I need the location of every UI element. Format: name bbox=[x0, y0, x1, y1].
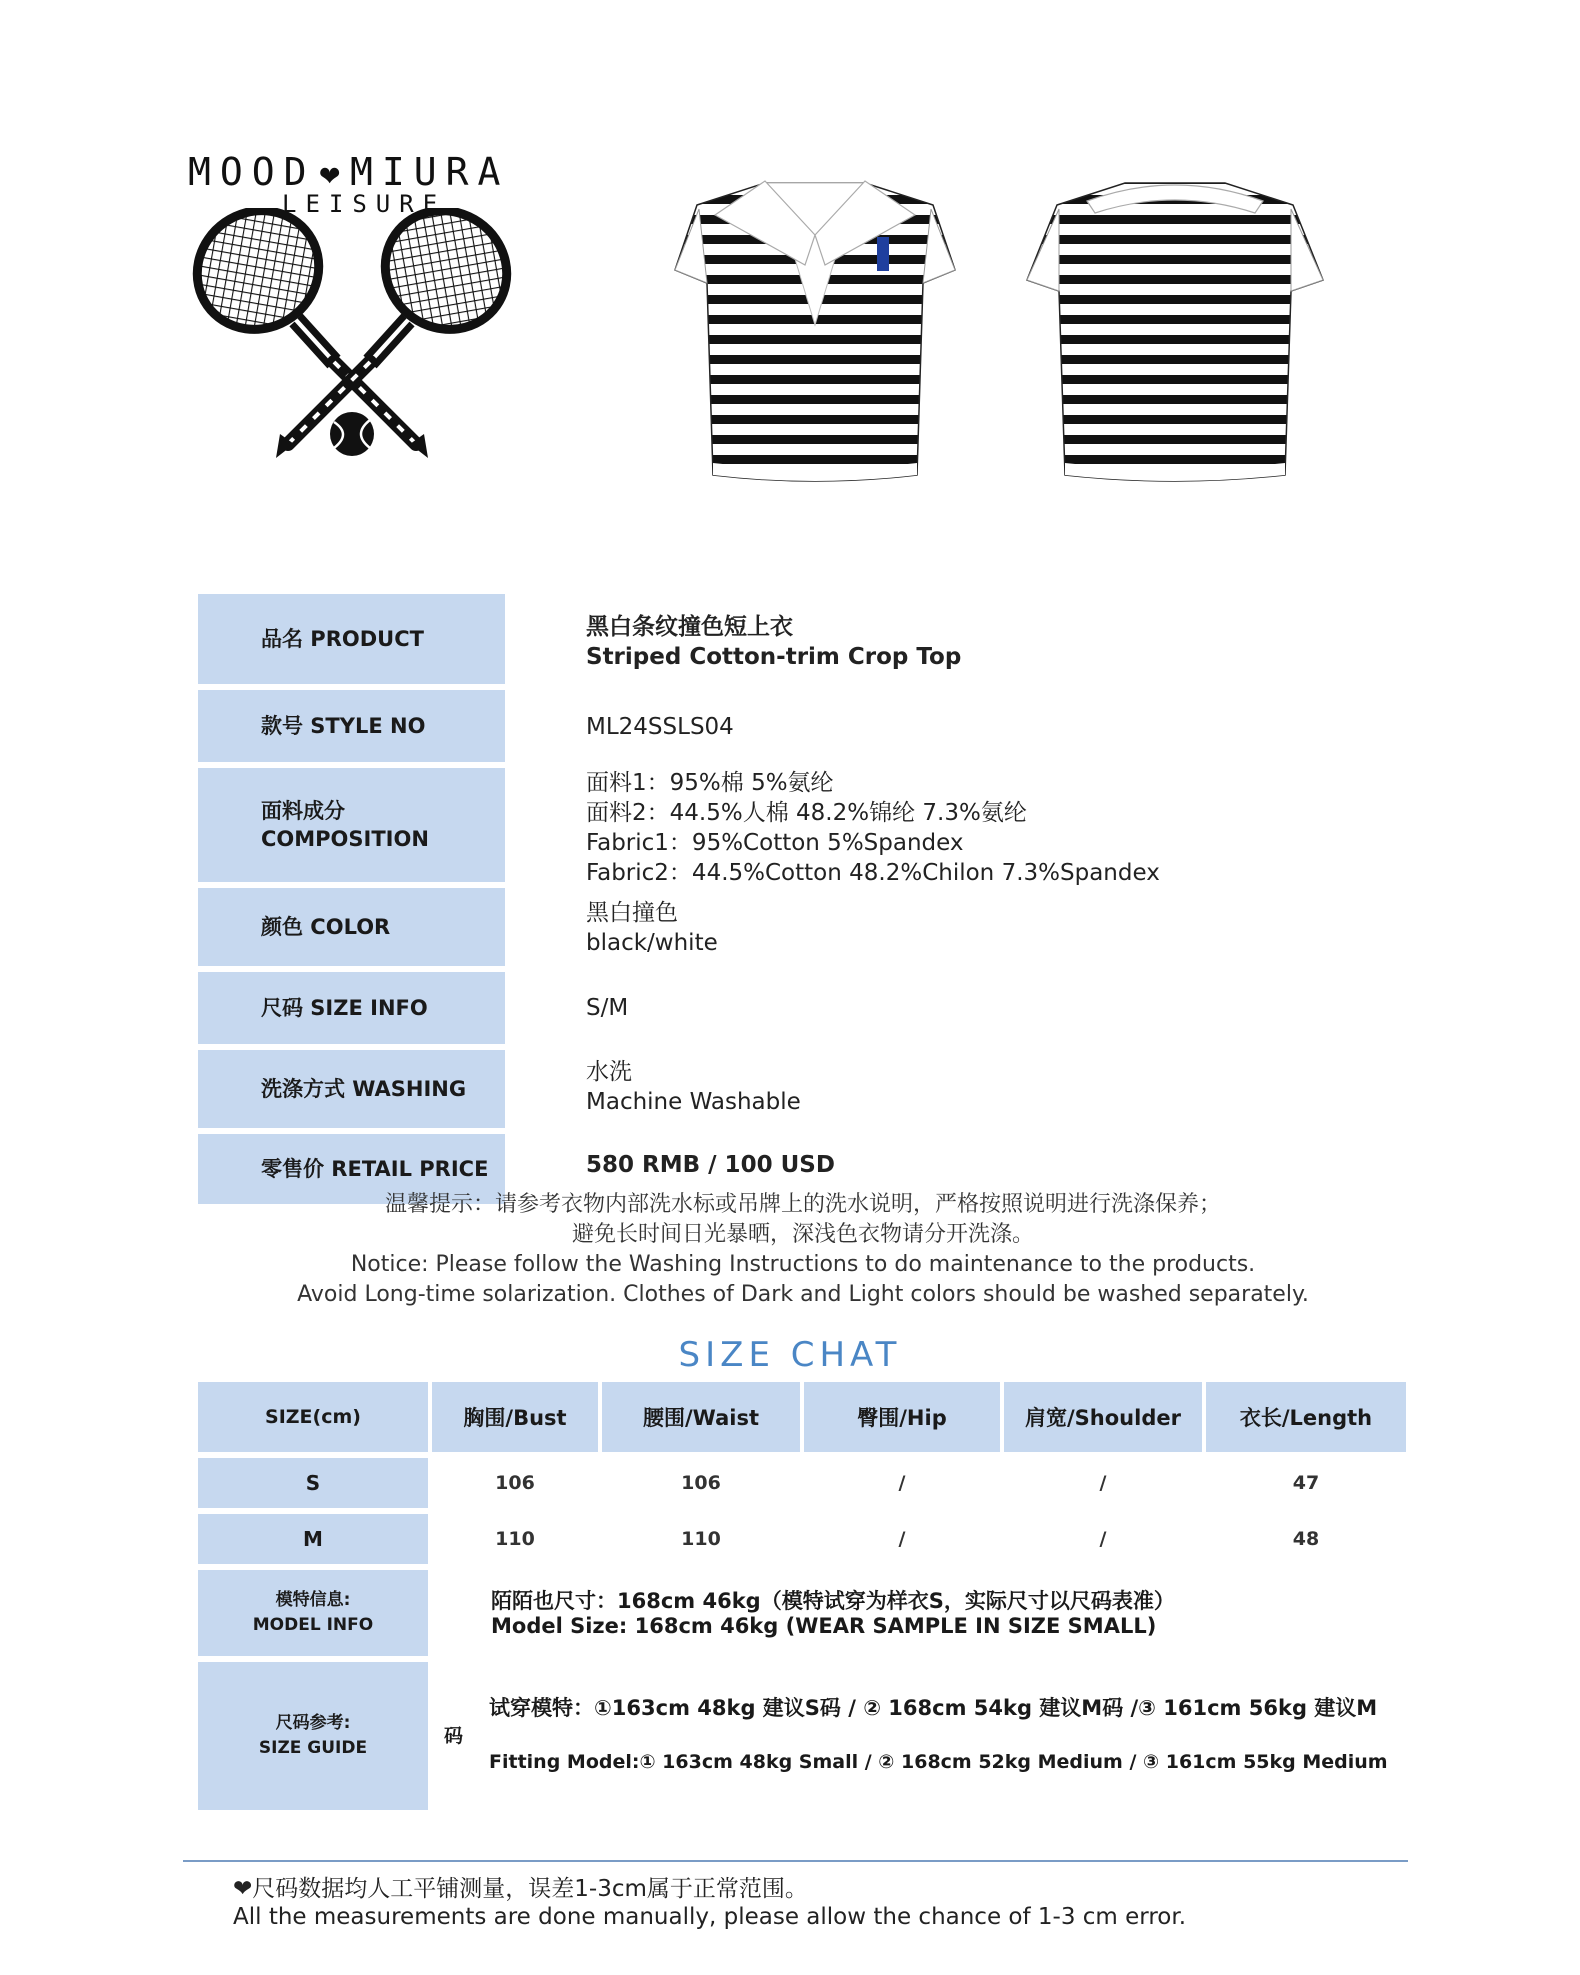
header-length: 衣长/Length bbox=[1206, 1382, 1406, 1452]
cell-shoulder: / bbox=[1099, 1528, 1107, 1550]
header-size: SIZE(cm) bbox=[198, 1382, 428, 1452]
brand-name-right: MIURA bbox=[350, 150, 510, 194]
cell-length: 48 bbox=[1292, 1528, 1320, 1550]
cell-length: 47 bbox=[1292, 1472, 1320, 1494]
header-hip: 臀围/Hip bbox=[804, 1382, 1000, 1452]
label-size-info: 尺码 SIZE INFO bbox=[198, 972, 505, 1044]
label-composition bbox=[198, 768, 505, 882]
composition-line: Fabric2：44.5%Cotton 48.2%Chilon 7.3%Spandex bbox=[586, 860, 1160, 886]
label-composition-en: COMPOSITION bbox=[261, 827, 429, 851]
label-washing: 洗涤方式 WASHING bbox=[198, 1050, 505, 1128]
notice-line: 温馨提示：请参考衣物内部洗水标或吊牌上的洗水说明，严格按照说明进行洗涤保养； bbox=[384, 1192, 1221, 1217]
label-composition-cn: 面料成分 bbox=[261, 799, 345, 823]
product-name-en: Striped Cotton-trim Crop Top bbox=[586, 644, 962, 670]
style-no-value: ML24SSLS04 bbox=[586, 714, 734, 740]
brand-name-left: MOOD bbox=[188, 150, 316, 194]
label-retail-price: 零售价 RETAIL PRICE bbox=[198, 1134, 505, 1204]
crossed-tennis-rackets-icon bbox=[188, 208, 528, 460]
model-info-cn: 陌陌也尺寸：168cm 46kg（模特试穿为样衣S，实际尺寸以尺码表准） bbox=[491, 1589, 1175, 1613]
header-bust: 胸围/Bust bbox=[432, 1382, 598, 1452]
notice-line: 避免长时间日光暴晒，深浅色衣物请分开洗涤。 bbox=[571, 1222, 1034, 1247]
brand-title bbox=[188, 150, 509, 194]
cell-waist: 106 bbox=[681, 1472, 721, 1494]
composition-line: 面料2：44.5%人棉 48.2%锦纶 7.3%氨纶 bbox=[586, 800, 1027, 826]
size-guide-wrap-char: 码 bbox=[444, 1725, 464, 1747]
cell-shoulder: / bbox=[1099, 1472, 1107, 1494]
color-value-cn: 黑白撞色 bbox=[586, 900, 678, 926]
tennis-ball-icon bbox=[330, 412, 374, 456]
heart-icon: ❤ bbox=[319, 154, 340, 194]
header-waist: 腰围/Waist bbox=[602, 1382, 800, 1452]
composition-line: Fabric1：95%Cotton 5%Spandex bbox=[586, 830, 964, 856]
header-shoulder: 肩宽/Shoulder bbox=[1004, 1382, 1202, 1452]
label-size-guide bbox=[198, 1662, 428, 1810]
footer-divider bbox=[183, 1860, 1408, 1862]
label-model-info-en: MODEL INFO bbox=[252, 1615, 374, 1635]
cell-bust: 106 bbox=[495, 1472, 535, 1494]
size-guide-cn: 试穿模特：①163cm 48kg 建议S码 / ② 168cm 54kg 建议M码 /③ 161cm 56kg 建议M bbox=[489, 1696, 1378, 1720]
label-model-info bbox=[198, 1570, 428, 1656]
label-color: 颜色 COLOR bbox=[198, 888, 505, 966]
footer-note-cn: ❤尺码数据均人工平铺测量，误差1-3cm属于正常范围。 bbox=[233, 1876, 808, 1902]
size-guide-en: Fitting Model:① 163cm 48kg Small / ② 168cm 52kg Medium / ③ 161cm 55kg Medium bbox=[489, 1751, 1388, 1773]
washing-value-en: Machine Washable bbox=[586, 1089, 801, 1115]
product-back-image bbox=[1015, 175, 1335, 493]
brand-subtitle: LEISURE bbox=[282, 190, 447, 218]
model-info-en: Model Size: 168cm 46kg (WEAR SAMPLE IN SIZE SMALL) bbox=[491, 1614, 1157, 1638]
size-row-label: M bbox=[198, 1514, 428, 1564]
size-chat-title: SIZE CHAT bbox=[678, 1335, 902, 1375]
cell-hip: / bbox=[898, 1472, 906, 1494]
retail-price-value: 580 RMB / 100 USD bbox=[586, 1152, 835, 1178]
cell-waist: 110 bbox=[681, 1528, 721, 1550]
notice-line: Avoid Long-time solarization. Clothes of Dark and Light colors should be washed separately. bbox=[297, 1282, 1309, 1307]
size-info-value: S/M bbox=[586, 995, 629, 1021]
label-size-guide-cn: 尺码参考: bbox=[275, 1713, 351, 1733]
cell-hip: / bbox=[898, 1528, 906, 1550]
product-front-image bbox=[655, 175, 975, 493]
washing-value-cn: 水洗 bbox=[586, 1059, 632, 1085]
cell-bust: 110 bbox=[495, 1528, 535, 1550]
label-model-info-cn: 模特信息: bbox=[275, 1590, 351, 1610]
footer-note-en: All the measurements are done manually, please allow the chance of 1-3 cm error. bbox=[233, 1904, 1187, 1930]
label-product: 品名 PRODUCT bbox=[198, 594, 505, 684]
label-style-no: 款号 STYLE NO bbox=[198, 690, 505, 762]
composition-line: 面料1：95%棉 5%氨纶 bbox=[586, 770, 834, 796]
notice-line: Notice: Please follow the Washing Instructions to do maintenance to the products. bbox=[350, 1252, 1256, 1277]
size-row-label: S bbox=[198, 1458, 428, 1508]
product-name-cn: 黑白条纹撞色短上衣 bbox=[586, 614, 793, 640]
label-size-guide-en: SIZE GUIDE bbox=[258, 1738, 368, 1758]
color-value-en: black/white bbox=[586, 930, 718, 956]
